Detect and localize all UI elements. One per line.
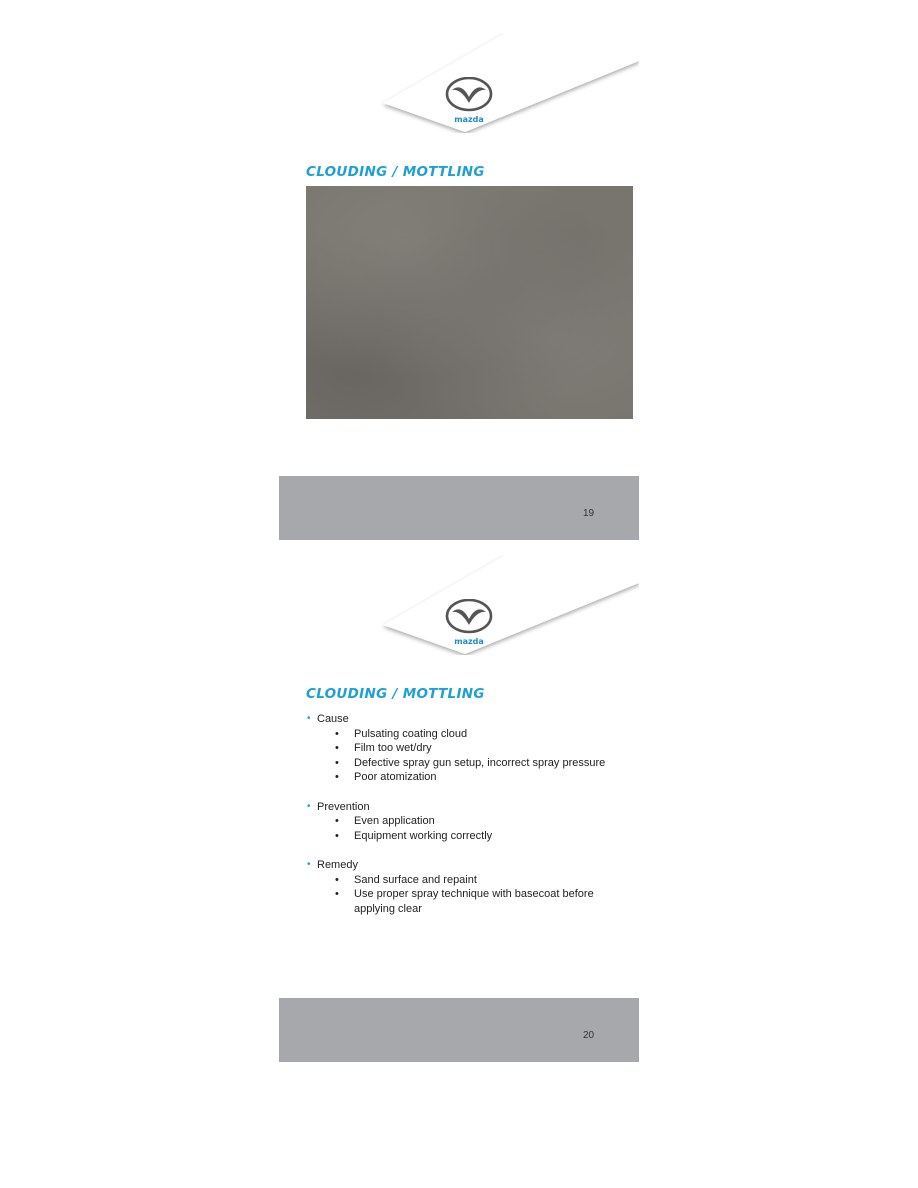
slide-footer bbox=[279, 998, 639, 1062]
slide-title: CLOUDING / MOTTLING bbox=[306, 164, 485, 180]
mazda-logo bbox=[444, 77, 494, 133]
slide-19 bbox=[279, 33, 639, 540]
list-item: • Use proper spray technique with basecoat before applying clear bbox=[335, 888, 594, 915]
brand-wordmark: mazda bbox=[454, 637, 484, 646]
clouding-sample-photo bbox=[306, 186, 633, 419]
page-number: 20 bbox=[583, 1030, 595, 1041]
list-item: • Sand surface and repaint bbox=[335, 873, 477, 886]
bullet-list bbox=[307, 727, 637, 785]
brand-wordmark: mazda bbox=[454, 115, 484, 124]
mazda-logo bbox=[444, 599, 494, 655]
list-item: • Defective spray gun setup, incorrect spray pressure bbox=[335, 756, 606, 769]
list-item: • Even application bbox=[335, 815, 435, 827]
bullet-list bbox=[307, 814, 637, 843]
list-item: • Pulsating coating cloud bbox=[335, 727, 468, 740]
section-heading: • Remedy bbox=[307, 859, 358, 871]
bullet-list bbox=[307, 873, 637, 917]
mazda-emblem-icon bbox=[444, 77, 494, 113]
slide-20 bbox=[279, 555, 639, 1062]
section-heading: • Prevention bbox=[307, 800, 370, 813]
mazda-emblem-icon bbox=[444, 599, 494, 635]
section-cause bbox=[307, 712, 637, 785]
section-prevention bbox=[307, 800, 637, 844]
page-number: 19 bbox=[583, 508, 595, 519]
slide-footer bbox=[279, 476, 639, 540]
section-remedy bbox=[307, 858, 637, 916]
section-heading: • Cause bbox=[307, 713, 349, 725]
list-item: • Poor atomization bbox=[335, 771, 437, 783]
slide-content bbox=[307, 712, 637, 931]
list-item: • Equipment working correctly bbox=[335, 829, 493, 842]
list-item: • Film too wet/dry bbox=[335, 742, 432, 754]
slide-title: CLOUDING / MOTTLING bbox=[306, 686, 485, 702]
